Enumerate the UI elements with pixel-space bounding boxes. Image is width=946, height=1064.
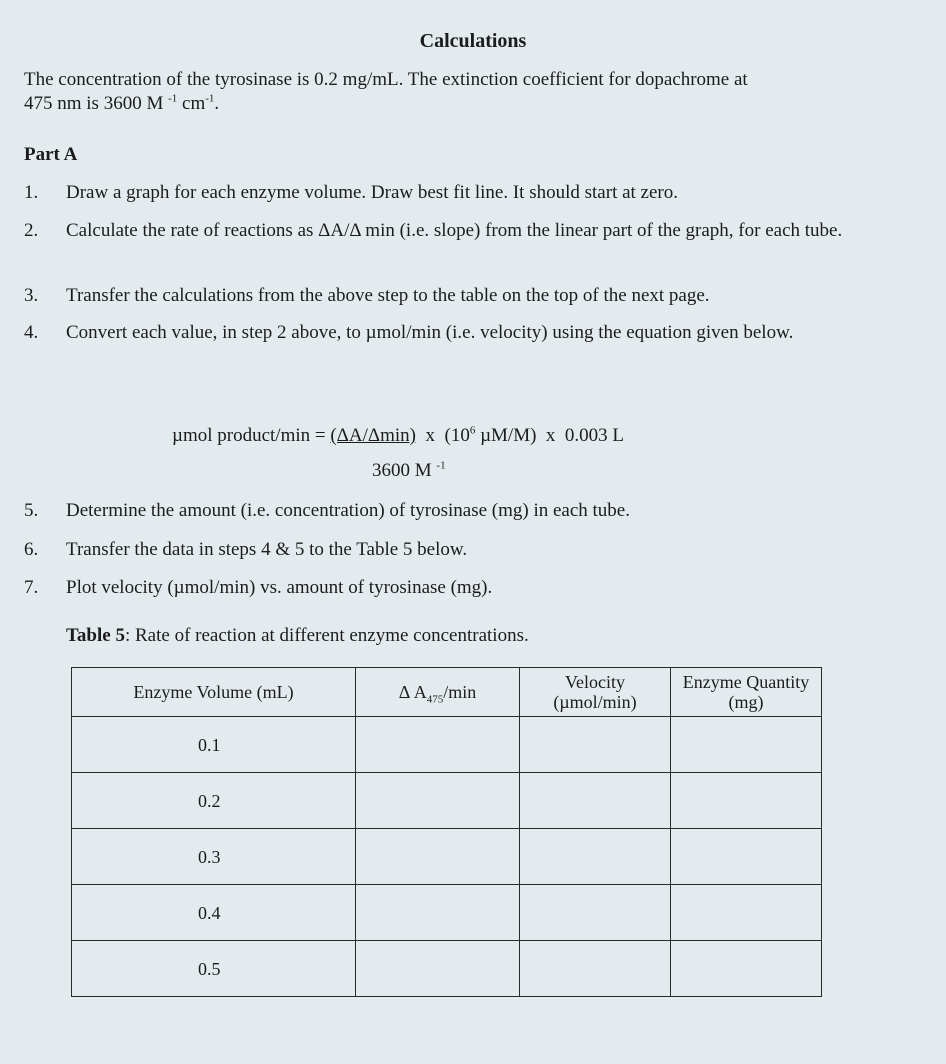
step-2	[24, 219, 879, 243]
intro-unit-cm: cm	[177, 93, 206, 114]
cell-velocity[interactable]	[520, 829, 671, 885]
cell-delta-absorbance[interactable]	[356, 941, 520, 997]
table-row	[72, 773, 822, 829]
equation-mid: x (10	[416, 425, 470, 446]
cell-delta-absorbance[interactable]	[356, 773, 520, 829]
step-6	[24, 538, 879, 562]
cell-velocity[interactable]	[520, 941, 671, 997]
header-enzyme-quantity	[671, 668, 822, 717]
table-row	[72, 941, 822, 997]
intro-line-2: 475 nm is 3600 M	[24, 93, 164, 114]
table-row	[72, 717, 822, 773]
cell-enzyme-volume: 0.5	[72, 941, 356, 997]
header-quantity-line2: (mg)	[728, 692, 764, 712]
step-text: Plot velocity (µmol/min) vs. amount of tyrosinase (mg).	[66, 577, 493, 598]
step-number: 1.	[24, 182, 39, 203]
cell-delta-absorbance[interactable]	[356, 829, 520, 885]
intro-exponent-1: -1	[168, 92, 178, 105]
table-caption-text: : Rate of reaction at different enzyme concentrations.	[124, 625, 529, 646]
step-text: Draw a graph for each enzyme volume. Draw best fit line. It should start at zero.	[66, 182, 678, 203]
step-text: Calculate the rate of reactions as ΔA/Δ min (i.e. slope) from the linear part of the graph, for each tube.	[66, 220, 843, 241]
page-title: Calculations	[419, 30, 527, 52]
cell-delta-absorbance[interactable]	[356, 717, 520, 773]
header-velocity	[520, 668, 671, 717]
step-text: Transfer the calculations from the above step to the table on the top of the next page.	[66, 285, 710, 306]
header-delta-post: /min	[443, 682, 477, 702]
part-heading: Part A	[24, 144, 78, 165]
step-1	[24, 181, 879, 205]
step-text: Determine the amount (i.e. concentration) of tyrosinase (mg) in each tube.	[66, 500, 630, 521]
cell-enzyme-quantity[interactable]	[671, 773, 822, 829]
intro-paragraph	[24, 68, 904, 116]
cell-enzyme-volume: 0.3	[72, 829, 356, 885]
equation-denominator: 3600 M	[372, 460, 432, 481]
equation-numerator: (ΔA/Δmin)	[330, 425, 417, 446]
step-5	[24, 499, 879, 523]
header-delta-absorbance	[356, 668, 520, 717]
cell-delta-absorbance[interactable]	[356, 885, 520, 941]
step-7	[24, 576, 879, 600]
equation-rest: µM/M) x 0.003 L	[475, 425, 625, 446]
cell-enzyme-quantity[interactable]	[671, 885, 822, 941]
step-number: 3.	[24, 285, 39, 306]
cell-velocity[interactable]	[520, 717, 671, 773]
rate-table	[71, 667, 822, 997]
equation-line	[172, 425, 624, 447]
header-velocity-line1: Velocity	[565, 672, 625, 692]
header-quantity-line1: Enzyme Quantity	[682, 672, 810, 692]
step-text: Convert each value, in step 2 above, to µmol/min (i.e. velocity) using the equation given below.	[66, 322, 794, 343]
cell-enzyme-quantity[interactable]	[671, 941, 822, 997]
step-number: 2.	[24, 220, 39, 241]
table-row	[72, 829, 822, 885]
header-velocity-line2: (µmol/min)	[553, 692, 637, 712]
step-number: 5.	[24, 500, 39, 521]
step-number: 7.	[24, 577, 39, 598]
table-row	[72, 885, 822, 941]
intro-line-1: The concentration of the tyrosinase is 0.2 mg/mL. The extinction coefficient for dopachrome at	[24, 69, 748, 90]
step-text: Transfer the data in steps 4 & 5 to the Table 5 below.	[66, 539, 468, 560]
cell-enzyme-volume: 0.4	[72, 885, 356, 941]
cell-velocity[interactable]	[520, 773, 671, 829]
intro-end: .	[214, 93, 220, 114]
cell-enzyme-quantity[interactable]	[671, 717, 822, 773]
step-3	[24, 284, 879, 308]
equation-denominator-line	[372, 460, 446, 482]
cell-velocity[interactable]	[520, 885, 671, 941]
cell-enzyme-quantity[interactable]	[671, 829, 822, 885]
intro-exponent-2: -1	[205, 92, 215, 105]
cell-enzyme-volume: 0.2	[72, 773, 356, 829]
equation-lhs: µmol product/min =	[172, 425, 331, 446]
equation-exponent: 6	[469, 424, 476, 437]
step-4	[24, 321, 879, 345]
header-delta-pre: Δ A	[398, 682, 427, 702]
header-delta-sub: 475	[426, 693, 444, 706]
table-header-row	[72, 668, 822, 717]
step-number: 6.	[24, 539, 39, 560]
table-caption	[66, 625, 529, 647]
equation-den-exponent: -1	[436, 459, 446, 472]
header-enzyme-volume: Enzyme Volume (mL)	[72, 668, 356, 717]
cell-enzyme-volume: 0.1	[72, 717, 356, 773]
table-caption-label: Table 5	[66, 625, 125, 646]
step-number: 4.	[24, 322, 39, 343]
